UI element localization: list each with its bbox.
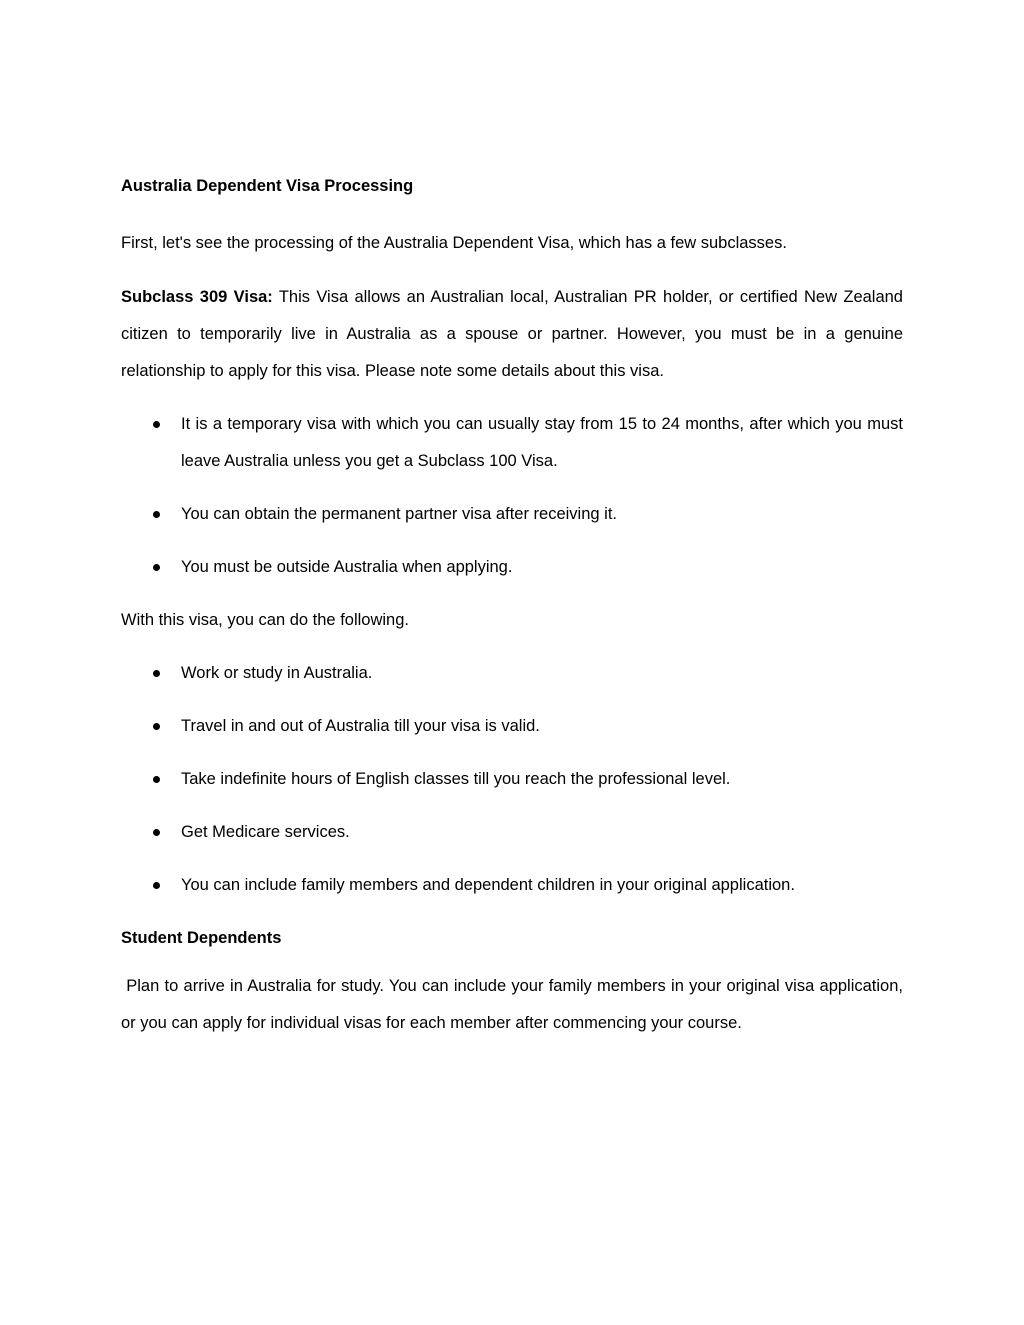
student-dependents-heading: Student Dependents <box>121 929 282 947</box>
list-item <box>121 549 903 586</box>
subclass-309-paragraph <box>121 279 903 390</box>
bullet-icon <box>153 670 160 677</box>
list-item-text: You must be outside Australia when applying. <box>181 558 513 576</box>
bullet-icon <box>153 564 160 571</box>
bullet-icon <box>153 882 160 889</box>
bullet-icon <box>153 511 160 518</box>
intro-paragraph: First, let's see the processing of the Australia Dependent Visa, which has a few subclasses. <box>121 234 787 252</box>
document-title: Australia Dependent Visa Processing <box>121 177 414 195</box>
list-item <box>121 867 903 904</box>
list-item <box>121 496 903 533</box>
list-item-text: Work or study in Australia. <box>181 664 373 682</box>
list-item <box>121 761 903 798</box>
list-item-text: You can obtain the permanent partner visa after receiving it. <box>181 505 617 523</box>
subclass-309-label: Subclass 309 Visa: <box>121 288 273 306</box>
bullet-icon <box>153 829 160 836</box>
list-item <box>121 406 903 480</box>
student-dependents-paragraph: Plan to arrive in Australia for study. You can include your family members in your original visa application, or you can apply for individual visas for each member after commencing your course. <box>121 977 908 1032</box>
bullet-icon <box>153 723 160 730</box>
bullet-icon <box>153 421 160 428</box>
list-item <box>121 708 903 745</box>
list-item-text: It is a temporary visa with which you can usually stay from 15 to 24 months, after which you must leave Australia unless you get a Subclass 100 Visa. <box>181 415 903 470</box>
list-item-text: Get Medicare services. <box>181 823 350 841</box>
list-item-text: You can include family members and dependent children in your original application. <box>181 876 795 894</box>
list-item <box>121 814 903 851</box>
can-do-list <box>121 655 903 904</box>
list-item <box>121 655 903 692</box>
list-item-text: Take indefinite hours of English classes till you reach the professional level. <box>181 770 731 788</box>
subclass-309-text: This Visa allows an Australian local, Australian PR holder, or certified New Zealand citizen to temporarily live in Australia as a spouse or partner. However, you must be in a genuine relationship to apply for this visa. Please note some details about this visa. <box>121 288 903 380</box>
can-do-intro: With this visa, you can do the following. <box>121 611 409 629</box>
list-item-text: Travel in and out of Australia till your visa is valid. <box>181 717 540 735</box>
bullet-icon <box>153 776 160 783</box>
visa-details-list <box>121 406 903 586</box>
